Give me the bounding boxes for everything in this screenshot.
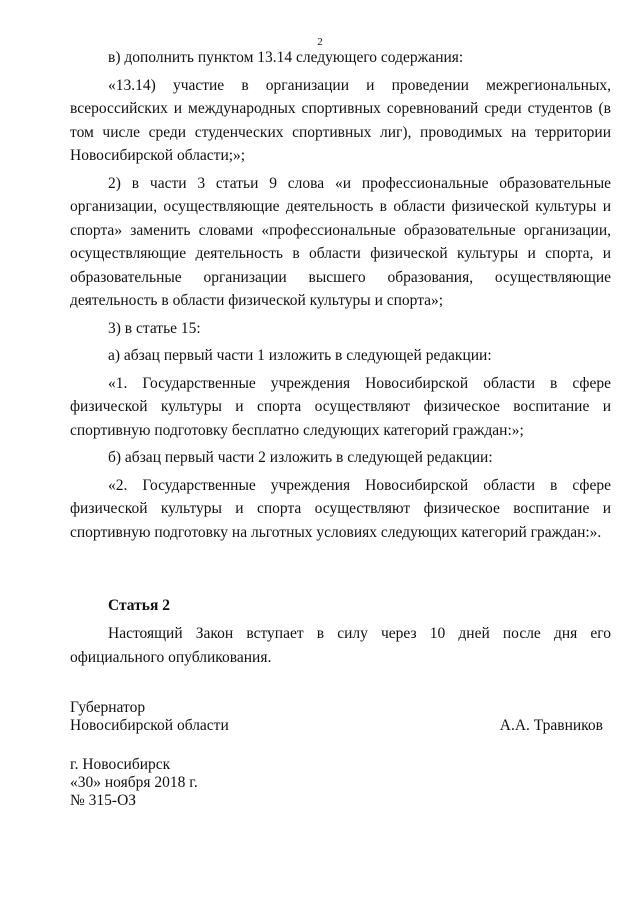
article-2-text: Настоящий Закон вступает в силу через 10 дней после дня его официального опубликования. bbox=[70, 625, 611, 666]
paragraph-article-9-amendment: 2) в части 3 статьи 9 слова «и профессиональные образовательные организации, осуществляющие деятельность в области физической культуры и спорта» заменить словами «профессиональные образовательные организации, осуществляющие деятельность в области физической культуры и спорта, и образовательные организации высшего образования, осуществляющие деятельность в области физической культуры и спорта»; bbox=[70, 174, 611, 309]
paragraph-amend-13-14: в) дополнить пунктом 13.14 следующего содержания: bbox=[108, 49, 464, 66]
paragraph-part-2-text: «2. Государственные учреждения Новосибирской области в сфере физической культуры и спорта осуществляют физическое воспитание и спортивную подготовку на льготных условиях следующих категорий граждан:». bbox=[70, 476, 611, 541]
paragraph-part-1-text: «1. Государственные учреждения Новосибирской области в сфере физической культуры и спорта осуществляют физическое воспитание и спортивную подготовку бесплатно следующих категорий граждан:»; bbox=[70, 374, 611, 439]
signatory-name: А.А. Травников bbox=[499, 717, 603, 734]
place-date-block bbox=[70, 756, 198, 810]
signature-block bbox=[70, 699, 611, 735]
city: г. Новосибирск bbox=[70, 756, 171, 773]
page-number: 2 bbox=[317, 36, 323, 48]
law-number: № 315-ОЗ bbox=[70, 792, 137, 809]
paragraph-part-1-intro: а) абзац первый части 1 изложить в следующей редакции: bbox=[108, 347, 492, 364]
paragraph-part-2-intro: б) абзац первый части 2 изложить в следующей редакции: bbox=[108, 449, 493, 466]
law-amendments-body bbox=[70, 46, 611, 548]
paragraph-item-13-14-text: «13.14) участие в организации и проведении межрегиональных, всероссийских и международных спортивных соревнований среди студентов (в том числе среди студенческих спортивных лиг), проводимых на территории Новосибирской области;»; bbox=[70, 76, 611, 164]
paragraph-article-15: 3) в статье 15: bbox=[108, 319, 201, 337]
signing-date: «30» ноября 2018 г. bbox=[70, 774, 198, 791]
article-2-heading: Статья 2 bbox=[108, 597, 170, 614]
signatory-position-line-2: Новосибирской области bbox=[70, 717, 229, 734]
signatory-position-line-1: Губернатор bbox=[70, 699, 146, 716]
